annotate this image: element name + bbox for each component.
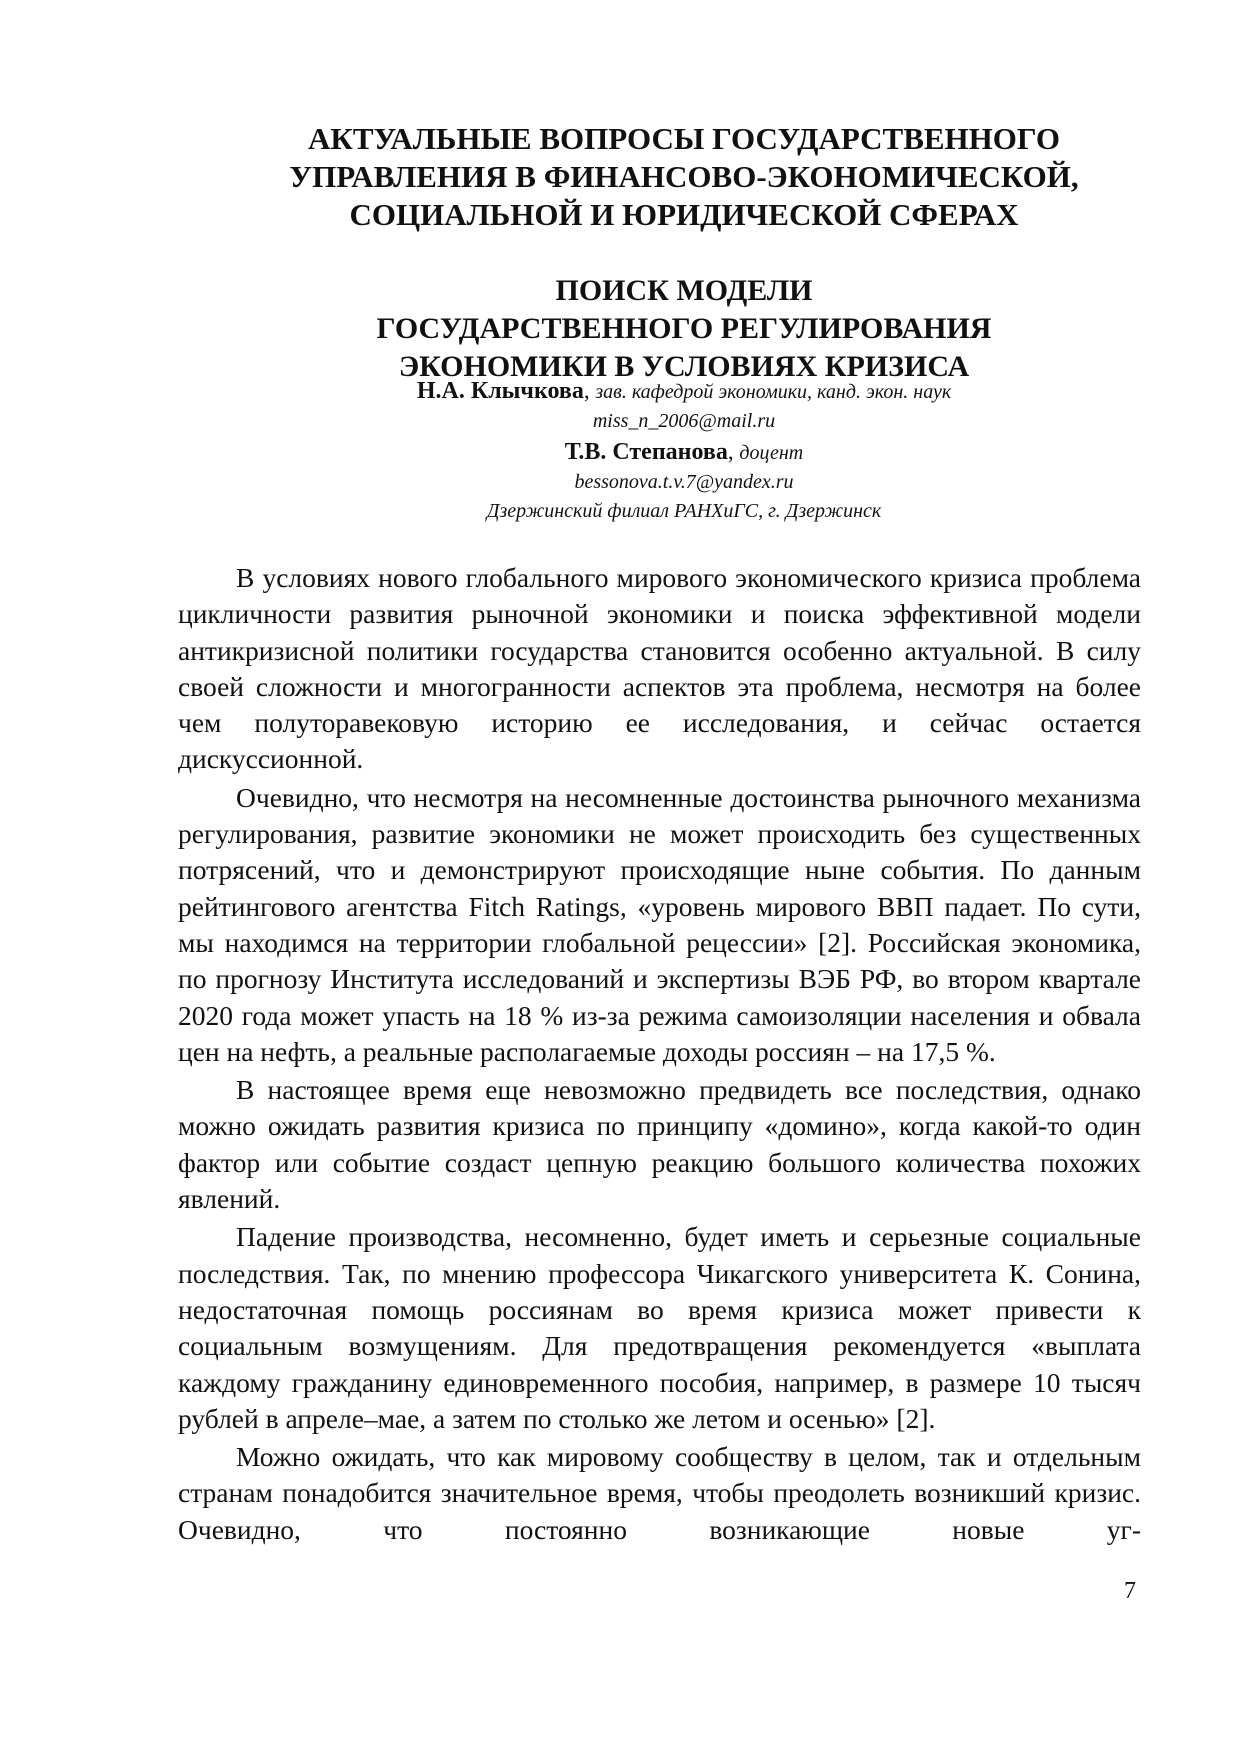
article-title-line: ЭКОНОМИКИ В УСЛОВИЯХ КРИЗИСА [398,350,970,383]
paragraph: В настоящее время еще невозможно предвидеть все последствия, однако можно ожидать развития кризиса по принципу «домино», когда какой-то один фактор или событие создаст цепную реакцию большого количества похожих явлений. [178,1074,1141,1215]
section-title-line: УПРАВЛЕНИЯ В ФИНАНСОВО-ЭКОНОМИЧЕСКОЙ, [289,159,1079,194]
section-title [176,120,1192,234]
paragraph: Падение производства, несомненно, будет иметь и серьезные социальные последствия. Так, по мнению профессора Чикагского университета К. Сонина, недостаточная помощь россиянам во время кризиса может привести к социальным возмущениям. Для предотвращения рекомендуется «выплата каждому гражданину единовременного пособия, например, в размере 10 тысяч рублей в апреле–мае, а затем по столько же летом и осенью» [2]. [178,1221,1141,1434]
author-name: Т.В. Степанова [564,439,728,465]
article-body [178,560,1141,1550]
author-position: зав. кафедрой экономики, канд. экон. наук [595,381,952,403]
paragraph: Очевидно, что несмотря на несомненные достоинства рыночного механизма регулирования, развитие экономики не может происходить без существенных потрясений, что и демонстрируют происходящие ныне события. По данным рейтингового агентства Fitch Ratings, «уровень мирового ВВП падает. По сути, мы находимся на территории глобальной рецессии» [2]. Российская экономика, по прогнозу Института исследований и экспертизы ВЭБ РФ, во втором квартале 2020 года может упасть на 18 % из-за режима самоизоляции населения и обвала цен на нефть, а реальные располагаемые доходы россиян – на 17,5 %. [178,781,1141,1067]
article-title [176,272,1192,386]
paragraph: Можно ожидать, что как мировому сообществу в целом, так и отдельным странам понадобится значительное время, чтобы преодолеть возникший кризис. Очевидно, что постоянно возникающие новые уг- [178,1441,1141,1545]
article-title-line: ПОИСК МОДЕЛИ [555,274,813,307]
author-line: Н.А. Клычкова, зав. кафедрой экономики, канд. экон. наук [416,378,952,404]
author-block [176,376,1192,526]
article-title-line: ГОСУДАРСТВЕННОГО РЕГУЛИРОВАНИЯ [376,312,992,345]
section-title-line: СОЦИАЛЬНОЙ И ЮРИДИЧЕСКОЙ СФЕРАХ [349,197,1019,232]
author-line: Т.В. Степанова, доцент [564,439,804,465]
section-title-line: АКТУАЛЬНЫЕ ВОПРОСЫ ГОСУДАРСТВЕННОГО [308,121,1060,156]
author-position: доцент [739,442,804,464]
author-email: bessonova.t.v.7@yandex.ru [574,471,794,493]
page-number: 7 [1124,1578,1136,1604]
paragraph: В условиях нового глобального мирового экономического кризиса проблема цикличности развития рыночной экономики и поиска эффективной модели антикризисной политики государства становится особенно актуальной. В силу своей сложности и многогранности аспектов эта проблема, несмотря на более чем полуторавековую историю ее исследования, и сейчас остается дискуссионной. [178,562,1141,775]
author-email: miss_n_2006@mail.ru [592,410,776,432]
affiliation: Дзержинский филиал РАНХиГС, г. Дзержинск [486,500,882,522]
author-name: Н.А. Клычкова [416,378,584,404]
